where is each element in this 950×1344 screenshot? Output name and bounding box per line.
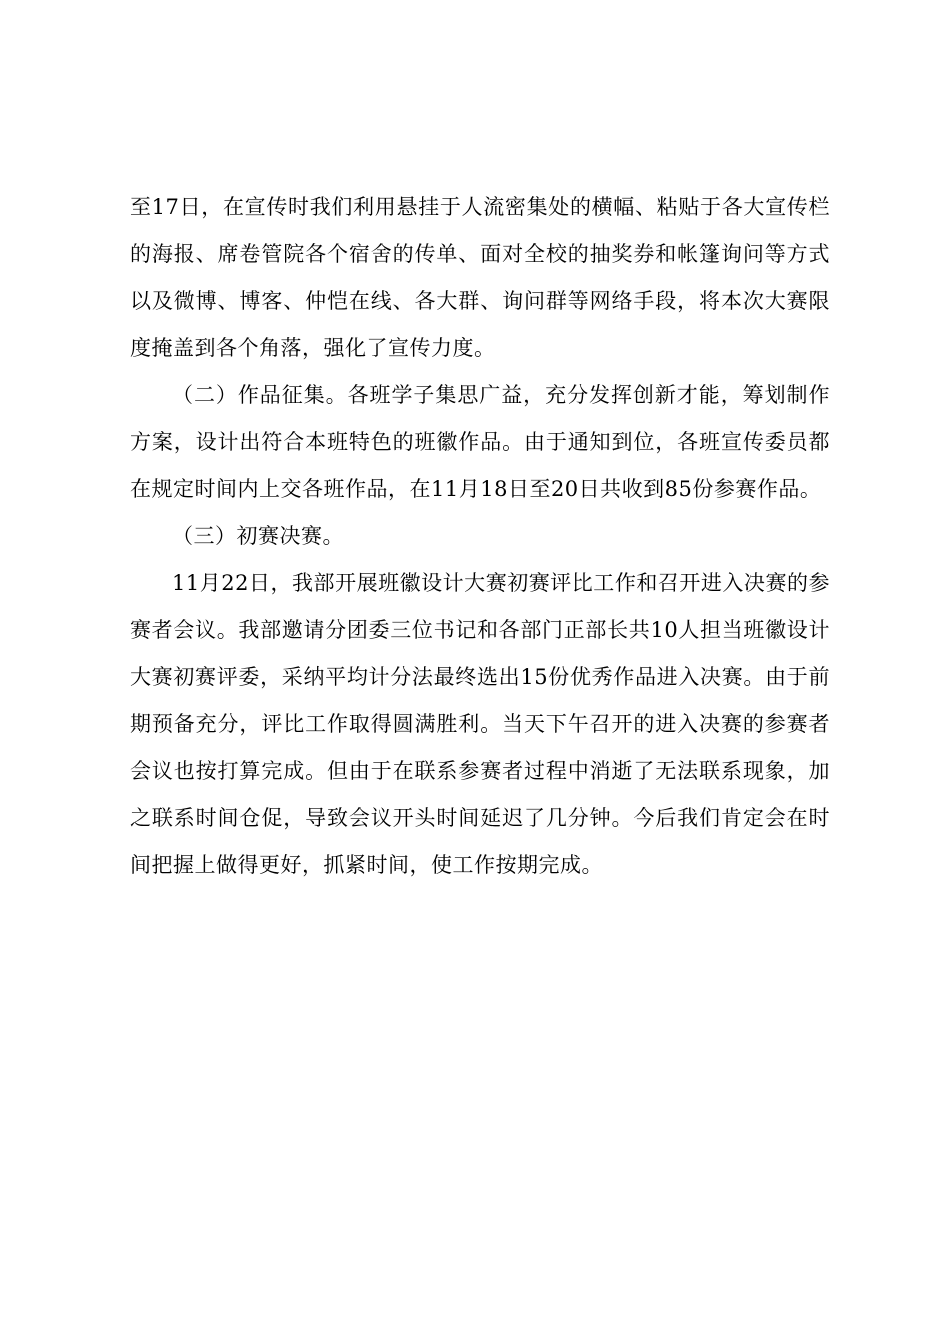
- paragraph-publicity-continued: 至17日，在宣传时我们利用悬挂于人流密集处的横幅、粘贴于各大宣传栏的海报、席卷管院各个宿舍的传单、面对全校的抽奖券和帐篷询问等方式以及微博、博客、仲恺在线、各大群、询问群等网络手段，将本次大赛限度掩盖到各个角落，强化了宣传力度。: [130, 195, 830, 360]
- section-heading-preliminary-final: （三）初赛决赛。: [172, 524, 344, 548]
- paragraph-work-collection: （二）作品征集。各班学子集思广益，充分发挥创新才能，筹划制作方案，设计出符合本班特色的班徽作品。由于通知到位，各班宣传委员都在规定时间内上交各班作品，在11月18日至20日共收到85份参赛作品。: [130, 383, 830, 501]
- paragraph-preliminary-review: 11月22日，我部开展班徽设计大赛初赛评比工作和召开进入决赛的参赛者会议。我部邀请分团委三位书记和各部门正部长共10人担当班徽设计大赛初赛评委，采纳平均计分法最终选出15份优秀作品进入决赛。由于前期预备充分，评比工作取得圆满胜利。当天下午召开的进入决赛的参赛者会议也按打算完成。但由于在联系参赛者过程中消逝了无法联系现象，加之联系时间仓促，导致会议开头时间延迟了几分钟。今后我们肯定会在时间把握上做得更好，抓紧时间，使工作按期完成。: [130, 571, 830, 877]
- document-body: [130, 184, 830, 889]
